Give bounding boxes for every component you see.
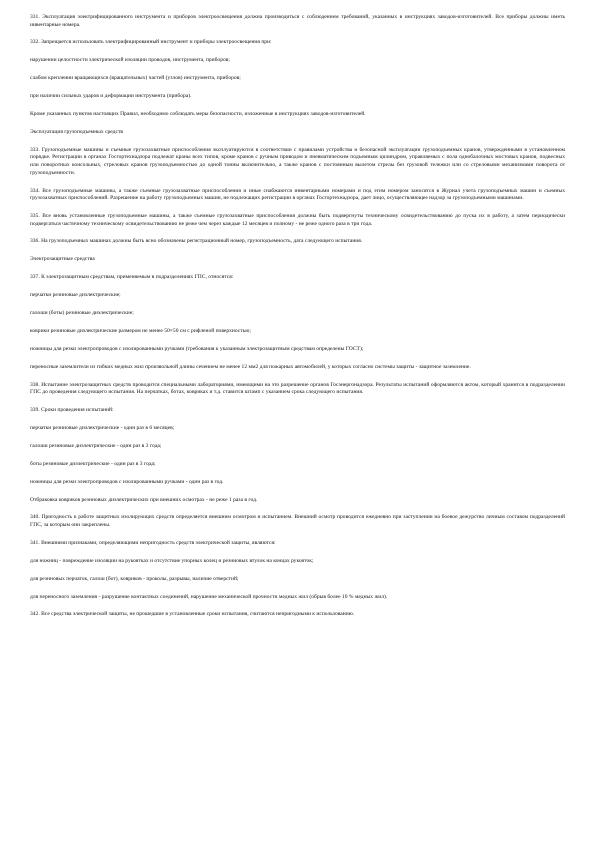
paragraph: при наличии сильных ударов и деформации инструмента (прибора). <box>30 93 192 100</box>
paragraph: для ножниц - повреждение изоляции на рукоятках и отсутствие упорных колец и резиновых втулок на концах рукояток; <box>30 557 314 564</box>
paragraph: 336. На грузоподъемных машинах должны быть ясно обозначены регистрационный номер, грузоподъемность, дата следующего испытания. <box>30 238 363 245</box>
paragraph: нарушении целостности электрической изоляции проводов, инструмента, приборов; <box>30 57 230 64</box>
paragraph: боты резиновые диэлектрические - один раз в 3 года; <box>30 460 156 467</box>
paragraph: для переносного заземления - разрушение контактных соединений, нарушение механической прочности медных жил (обрыв более 10 % медных жил). <box>30 593 388 600</box>
paragraph: 335. Все вновь установленные грузоподъемные машины, а также съемные грузозахватные приспособления должны быть подвергнуты техническому освидетельствованию до пуска их в работу, а затем периодически подвергаться частичному техническому освидетельствованию не реже чем через каждые 12 месяцев и полному - не реже одного раза в три года. <box>30 212 565 227</box>
paragraph: 341. Внешними признаками, определяющими непригодность средств электрической защиты, являются: <box>30 539 276 546</box>
paragraph: слабом креплении вращающихся (вращательных) частей (узлов) инструмента, приборов; <box>30 75 241 82</box>
paragraph: 342. Все средства электрической защиты, не прошедшие в установленные сроки испытания, считаются непригодными к использованию. <box>30 611 355 618</box>
paragraph: коврики резиновые диэлектрические размером не менее 50×50 см с рифленой поверхностью; <box>30 327 251 334</box>
paragraph: 334. Все грузоподъемные машины, а также съемные грузозахватные приспособления и иные снабжаются инвентарными номерами и под этим номером заносятся в Журнал учета грузоподъемных машин и съемных грузозахватных приспособлений. Разрешение на работу грузоподъемных машин, не подлежащих регистрации в органах Госгортехнадзора, дает лицо, осуществляющее надзор за грузоподъемными машинами. <box>30 187 565 202</box>
paragraph: 338. Испытание электрозащитных средств проводится специальными лабораториями, имеющими на это разрешение органов Госэнергонадзора. Результаты испытаний оформляются актом, который хранится в подразделении ГПС до проведения следующего испытания. На перчатках, ботах, ковриках и т.д. ставится штамп с указанием срока следующего испытания. <box>30 381 565 396</box>
paragraph: 333. Грузоподъемные машины и съемные грузозахватные приспособления эксплуатируются в соответствии с правилами устройства и безопасной эксплуатации грузоподъемных кранов, утвержденными в установленном порядке. Регистрации в органах Госгортехнадзора подлежат краны всех типов, кроме кранов с ручным приводом и пневматическим подъемным цилиндром, управляемых с пола однобалочных мостовых кранов, подвесных или поворотных консольных, стреловых кранов грузоподъемностью до одной тонны включительно, а также кранов с постоянным вылетом стрелы без грузовой тележки или со стреловыми механизмами поворота от грузоподъемности. <box>30 146 565 176</box>
paragraph: 339. Сроки проведения испытаний: <box>30 407 114 414</box>
paragraph: ножницы для резки электропроводов с изолированными ручками - один раз в год. <box>30 478 224 485</box>
paragraph: переносные заземлители из гибких медных жил произвольной длины сечением не менее 12 мм2 для пожарных автомобилей, у которых согласно системы защиты - защитное заземление. <box>30 363 471 370</box>
paragraph: галоши резиновые диэлектрические - один раз в 3 года; <box>30 442 162 449</box>
paragraph: 337. К электрозащитным средствам, применяемым в подразделениях ГПС, относятся: <box>30 274 234 281</box>
paragraph: 340. Пригодность к работе защитных изолирующих средств определяется внешним осмотром и испытанием. Внешний осмотр проводится ежедневно при заступлении на боевое дежурство личным составом подразделений ГПС, за которым они закреплены. <box>30 514 565 529</box>
section-heading: Электрозащитные средства <box>30 256 95 263</box>
paragraph: 331. Эксплуатация электрифицированного инструмента и приборов электроосвещения должна производиться с соблюдением требований, указанных в инструкциях заводов-изготовителей. Все приборы должны иметь инвентарные номера. <box>30 14 565 28</box>
paragraph: 332. Запрещается использовать электрифицированный инструмент и приборы электроосвещения при: <box>30 39 272 46</box>
paragraph: Кроме указанных пунктов настоящих Правил, необходимо соблюдать меры безопасности, изложенные в инструкциях заводов-изготовителей. <box>30 111 366 118</box>
paragraph: ножницы для резки электропроводов с изолированными ручками (требования к указанным электрозащитным средствам определены ГОСТ); <box>30 345 364 352</box>
section-heading: Эксплуатация грузоподъемных средств <box>30 128 123 135</box>
paragraph: перчатки резиновые диэлектрические - один раз в 6 месяцев; <box>30 424 175 431</box>
paragraph: галоши (боты) резиновые диэлектрические; <box>30 310 134 317</box>
paragraph: Отбраковка ковриков резиновых диэлектрических при внешних осмотрах - не реже 1 раза в год. <box>30 496 258 503</box>
paragraph: перчатки резиновые диэлектрические; <box>30 292 121 299</box>
paragraph: для резиновых перчаток, галош (бот), ковриков - проколы, разрывы, наличие отверстий; <box>30 575 239 582</box>
